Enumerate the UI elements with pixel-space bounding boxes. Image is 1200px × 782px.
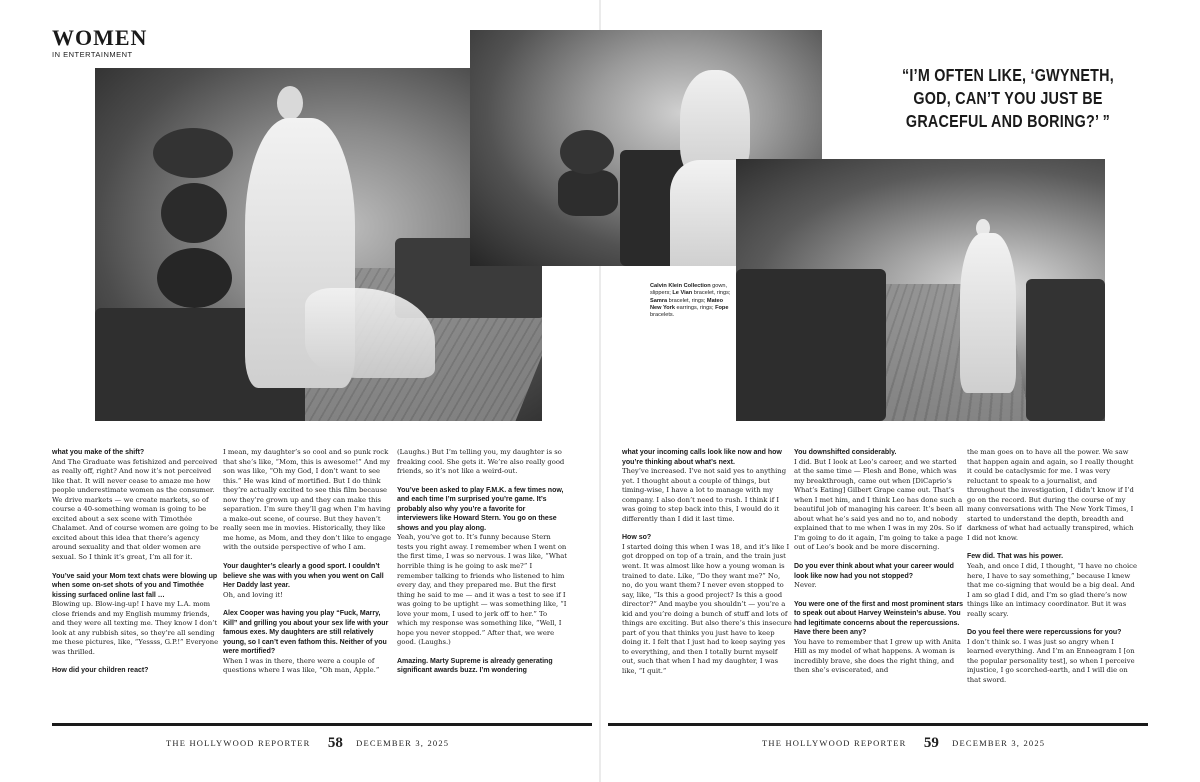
interview-question: You’ve said your Mom text chats were blowing up when some on-set shots of you and Timothée kissing surfaced online last fall … [52, 572, 218, 599]
caption-run: Samra [650, 297, 668, 304]
footer-rule-right [608, 723, 1148, 726]
footer-publication: THE HOLLYWOOD REPORTER [762, 738, 907, 748]
photo-garden-path [736, 159, 1105, 421]
page-number: 59 [923, 735, 939, 751]
interview-answer: I don’t think so. I was just so angry when I learned everything. And I’m an Enneagram I [on the popular personality test], so when I perceive injustice, I go scorched-earth, and I will die on that sword. [967, 637, 1135, 685]
interview-question: You were one of the first and most prominent stars to speak out about Harvey Weinstein’s abuse. You had legitimate concerns about the repercussions. Have there been any? [794, 600, 964, 637]
caption-run: bracelets. [650, 312, 675, 319]
interview-answer: the man goes on to have all the power. We saw that happen again and again, so I really thought it could be cataclysmic for me. I was very reluctant to speak to a journalist, and throughout the investigation, I didn’t know if I’d go on the record. But during the course of my many conversations with The New York Times, I started to understand the depth, breadth and darkness of what had actually transpired, which I did not know. [967, 448, 1134, 542]
interview-question: How did your children react? [52, 667, 149, 675]
caption-run: Le Vian [672, 290, 693, 297]
text-column-4 [622, 448, 792, 700]
photo-caption [650, 283, 734, 319]
interview-answer: (Laughs.) But I’m telling you, my daughter is so freaking cool. She gets it. We’re also really good friends, so it’s not like a weird-out. [397, 448, 565, 476]
footer-date: DECEMBER 3, 2025 [356, 738, 450, 748]
interview-answer: I started doing this when I was 18, and it’s like I got dropped on top of a train, and the train just went. It was almost like how a young woman is trained to date. Like, “Do they want me?” No, no, do you want them? I never even stopped to say, like, “Is this a good project? Is this a good director?” And maybe you shouldn’t — you’re a kid and you’re doing a bunch of stuff and lots of things are exciting. But also there’s this insecure part of you that thinks you just have to keep doing it. I felt that I just had to keep saying yes to everything, and then I totally burnt myself out, such that when I had my daughter, I was like, “I quit.” [622, 542, 792, 676]
interview-question: Your daughter’s clearly a good sport. I couldn’t believe she was with you when you went on Call Her Daddy last year. [223, 563, 384, 590]
interview-question: Do you feel there were repercussions for you? [967, 629, 1122, 637]
text-column-6 [967, 448, 1137, 700]
interview-answer: Yeah, and once I did, I thought, “I have no choice here, I have to say something,” because I knew that me co-signing that would be a big deal. And I am so glad I did, and I’m so glad there’s now things like an intimacy coordinator. But it was really scary. [967, 562, 1137, 618]
section-logo [52, 27, 147, 59]
section-logo-subtitle: IN ENTERTAINMENT [52, 50, 133, 59]
interview-question: You’ve been asked to play F.M.K. a few times now, and each time I’m surprised you’re game. It’s probably also why you’re a favorite for interviewers like Howard Stern. You go on these shows and you play along. [397, 486, 564, 532]
text-column-1 [52, 448, 222, 700]
interview-answer: Blowing up. Blow-ing-up! I have my L.A. mom close friends and my English mummy friends, and they were all texting me. They know I don’t look at any rubbish sites, so they’re all sending me these pictures, like, “Yessss, G.P.!” Everyone was thrilled. [52, 600, 219, 656]
caption-run: earrings, rings; [674, 304, 716, 311]
footer-date: DECEMBER 3, 2025 [952, 738, 1046, 748]
interview-answer: Never. [794, 581, 817, 590]
interview-answer: You have to remember that I grew up with Anita Hill as my model of what happens. A woman is incredibly brave, she does the right thing, and then she’s eviscerated, and [794, 637, 961, 675]
interview-answer: They’ve increased. I’ve not said yes to anything yet. I thought about a couple of things, but timing-wise, I have a lot to manage with my company. I also don’t need to rush. I think if I was going to step back into this, I would do it differently than I did it last time. [622, 467, 787, 523]
page-number: 58 [327, 735, 343, 751]
section-logo-title: WOMEN [52, 25, 148, 50]
interview-answer: And The Graduate was fetishized and perceived as really off, right? And now it’s not perceived like that. It will never cease to amaze me how people underestimate women as the consumer. We drive markets — we create markets, so of course a 40-something woman is going to be excited about a sex scene with Timothée Chalamet. And of course women are going to be excited about this idea that there’s agency around sexuality and that older women are sexual. So I think it’s great, I’m all for it. [52, 457, 219, 562]
footer-rule-left [52, 723, 592, 726]
caption-run: Mateo New York [650, 297, 724, 311]
pull-quote: “I’M OFTEN LIKE, ‘GWYNETH, GOD, CAN’T YOU JUST BE GRACEFUL AND BORING?’ ” [901, 65, 1115, 131]
interview-answer: When I was in there, there were a couple of questions where I was like, “Oh man, Apple.” [223, 656, 380, 675]
interview-question: Few did. That was his power. [967, 553, 1064, 561]
interview-question: what your incoming calls look like now and how you’re thinking about what’s next. [622, 449, 782, 466]
interview-question: How so? [622, 534, 652, 542]
interview-answer: Oh, and loving it! [223, 590, 284, 599]
text-column-3 [397, 448, 567, 700]
text-column-5 [794, 448, 964, 700]
caption-run: gown, slippers; [650, 283, 728, 297]
interview-question: Amazing. Marty Supreme is already generating significant awards buzz. I’m wondering [397, 657, 553, 675]
interview-question: Alex Cooper was having you play “Fuck, Marry, Kill” and grilling you about your sex life with your famous exes. My daughters are still relatively young, so I can’t even fathom this. Neither of you were mortified? [223, 610, 389, 656]
interview-answer: Yeah, you’ve got to. It’s funny because Stern tests you right away. I remember when I went on the first time, I was so nervous. I was like, “What horrible thing is he going to ask me?” I remember talking to friends who listened to him every day, and they prepared me. But the first thing he said to me — and it was a test to see if I was going to be uptight — was something like, “I love your mom, I used to jerk off to her.” To which my response was something like, “Well, I hope you never stopped.” After that, we were good. (Laughs.) [397, 533, 567, 647]
interview-question: You downshifted considerably. [794, 449, 897, 456]
footer-publication: THE HOLLYWOOD REPORTER [166, 738, 311, 748]
interview-answer: I mean, my daughter’s so cool and so punk rock that she’s like, “Mom, this is awesome!” And my son was like, “Oh my God, I don’t want to see this.” He was kind of mortified. But I do think they’re actually excited to see this film because now they’re grown up and they can make this separation. I’m sure they’ll gag when I’m having a make-out scene, of course. But they haven’t really seen me in movies. Historically, they like me home, as Mom, and they don’t like to engage with the outside perspective of who I am. [223, 448, 392, 552]
caption-run: Fope [715, 304, 729, 311]
caption-run: Calvin Klein Collection [650, 283, 711, 289]
footer-left [166, 735, 449, 752]
text-column-2 [223, 448, 393, 700]
interview-question: Do you ever think about what your career would look like now had you not stopped? [794, 563, 954, 580]
interview-answer: I did. But I look at Leo’s career, and we started at the same time — Flesh and Bone, which was my breakthrough, came out when [DiCaprio’s What’s Eating] Gilbert Grape came out. That’s when I met him, and I think Leo has done such a beautiful job of managing his career. It’s been all about what he’s said yes and no to, and nobody explained that to me when I was in my 20s. So if I’m going to do it again, I’m going to take a page out of Leo’s book and be more discerning. [794, 457, 964, 552]
footer-right [762, 735, 1045, 752]
interview-question: what you make of the shift? [52, 449, 145, 456]
caption-run: bracelet, rings; [667, 297, 707, 304]
caption-run: bracelet, rings; [692, 290, 731, 297]
